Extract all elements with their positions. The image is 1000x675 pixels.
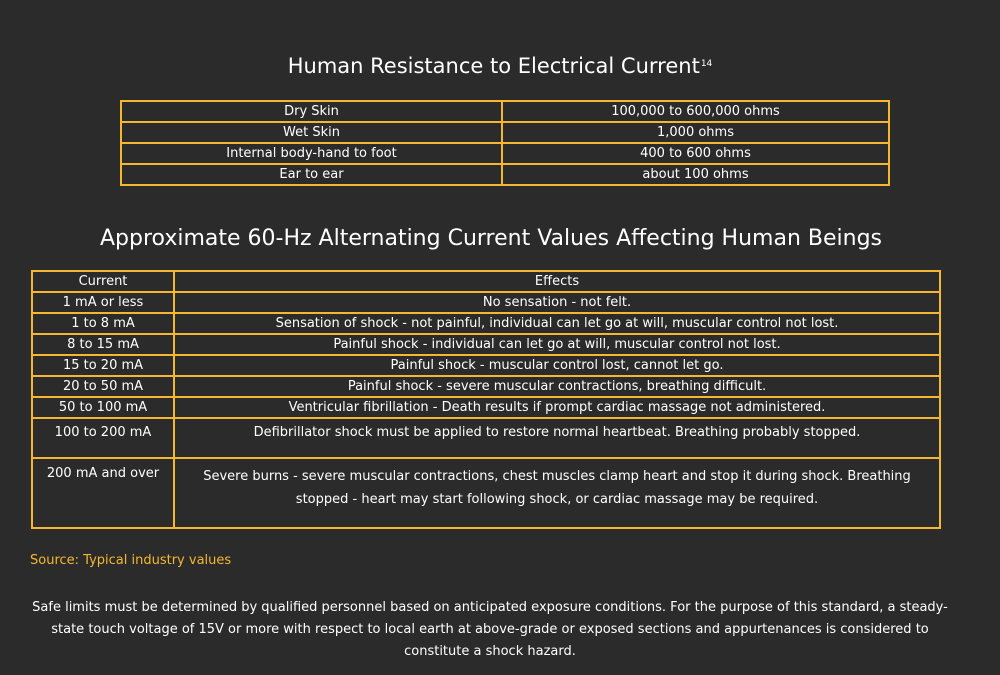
table-row xyxy=(32,313,940,334)
table-row xyxy=(121,122,889,143)
table-row xyxy=(121,143,889,164)
resistance-title xyxy=(0,52,1000,80)
current-value: 200 mA and over xyxy=(32,458,174,528)
source-note: Source: Typical industry values xyxy=(30,553,232,568)
resistance-condition: Ear to ear xyxy=(121,164,502,185)
table-row xyxy=(32,334,940,355)
effect-text: Sensation of shock - not painful, individual can let go at will, muscular control not lost. xyxy=(174,313,940,334)
header-effects: Effects xyxy=(174,271,940,292)
table-row xyxy=(32,292,940,313)
effect-text: Painful shock - muscular control lost, cannot let go. xyxy=(174,355,940,376)
resistance-title-text: Human Resistance to Electrical Current xyxy=(287,54,700,78)
effect-text: Defibrillator shock must be applied to restore normal heartbeat. Breathing probably stopped. xyxy=(174,418,940,458)
current-value: 50 to 100 mA xyxy=(32,397,174,418)
current-title: Approximate 60-Hz Alternating Current Values Affecting Human Beings xyxy=(100,226,882,251)
header-current: Current xyxy=(32,271,174,292)
current-value: 1 mA or less xyxy=(32,292,174,313)
effect-text: No sensation - not felt. xyxy=(174,292,940,313)
current-value: 8 to 15 mA xyxy=(32,334,174,355)
resistance-condition: Dry Skin xyxy=(121,101,502,122)
resistance-value: 100,000 to 600,000 ohms xyxy=(502,101,889,122)
resistance-table xyxy=(120,100,890,186)
safety-note: Safe limits must be determined by qualified personnel based on anticipated exposure conditions. For the purpose of this standard, a steady-state touch voltage of 15V or more with respect to local earth at above-grade or exposed sections and appurtenances is considered to constitute a shock hazard. xyxy=(32,600,948,659)
current-value: 15 to 20 mA xyxy=(32,355,174,376)
table-header-row xyxy=(32,271,940,292)
resistance-value: about 100 ohms xyxy=(502,164,889,185)
current-value: 1 to 8 mA xyxy=(32,313,174,334)
table-row xyxy=(121,164,889,185)
resistance-condition: Internal body-hand to foot xyxy=(121,143,502,164)
current-effects-table xyxy=(31,270,941,529)
table-row xyxy=(32,355,940,376)
table-row xyxy=(32,376,940,397)
resistance-value: 400 to 600 ohms xyxy=(502,143,889,164)
resistance-value: 1,000 ohms xyxy=(502,122,889,143)
table-row xyxy=(121,101,889,122)
table-row xyxy=(32,397,940,418)
table-row xyxy=(32,418,940,458)
effect-text: Ventricular fibrillation - Death results if prompt cardiac massage not administered. xyxy=(174,397,940,418)
current-value: 20 to 50 mA xyxy=(32,376,174,397)
resistance-condition: Wet Skin xyxy=(121,122,502,143)
footnote-ref: 14 xyxy=(700,59,713,69)
effect-text: Severe burns - severe muscular contractions, chest muscles clamp heart and stop it during shock. Breathing stopped - heart may start following shock, or cardiac massage may be required. xyxy=(174,458,940,528)
table-row xyxy=(32,458,940,528)
effect-text: Painful shock - severe muscular contractions, breathing difficult. xyxy=(174,376,940,397)
current-value: 100 to 200 mA xyxy=(32,418,174,458)
effect-text: Painful shock - individual can let go at will, muscular control not lost. xyxy=(174,334,940,355)
